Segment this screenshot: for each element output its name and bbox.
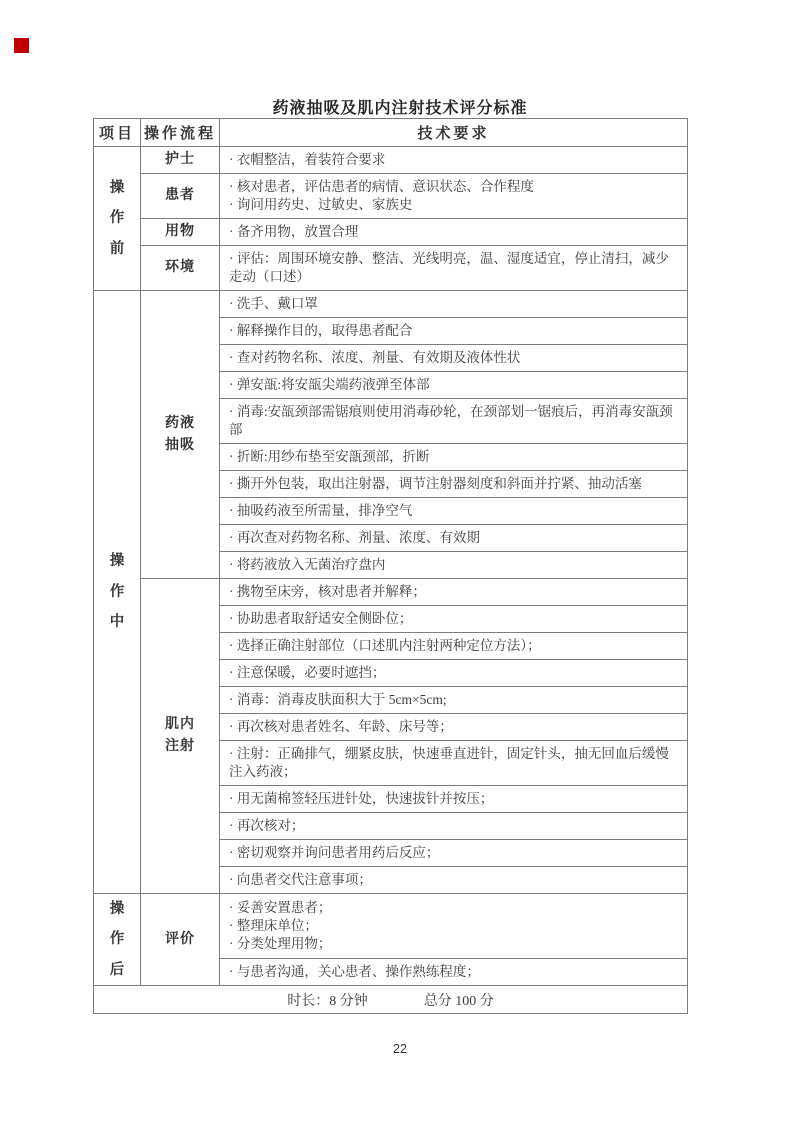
process-label: 患者	[165, 188, 195, 204]
requirement-line: · 选择正确注射部位（口述肌内注射两种定位方法）；	[229, 638, 541, 653]
requirement-line: · 携物至床旁，核对患者并解释；	[229, 584, 426, 599]
page-number: 22	[393, 1042, 407, 1056]
table-row	[94, 147, 688, 174]
duration-label: 时长：8 分钟	[287, 993, 368, 1009]
requirement-line: · 与患者沟通，关心患者、操作熟练程度；	[229, 963, 480, 979]
requirement-cell	[220, 813, 688, 840]
requirement-cell	[220, 867, 688, 894]
requirement-line: · 再次核对；	[229, 818, 305, 833]
requirement-line: · 解释操作目的，取得患者配合	[229, 323, 413, 338]
requirement-line: · 注射：正确排气，绷紧皮肤，快速垂直进针，固定针头，抽无回血后缓慢注入药液；	[229, 746, 669, 779]
stage-label: 操作前	[109, 179, 125, 257]
requirement-line: · 核对患者，评估患者的病情、意识状态、合作程度	[229, 179, 534, 194]
requirement-cell	[220, 345, 688, 372]
table-row	[94, 894, 688, 959]
process-label: 环境	[165, 260, 195, 276]
requirement-cell	[220, 246, 688, 291]
stage-cell	[94, 147, 141, 291]
process-cell	[141, 219, 220, 246]
process-cell	[141, 894, 220, 986]
process-label: 评价	[165, 931, 195, 947]
requirement-cell	[220, 219, 688, 246]
table-row	[94, 219, 688, 246]
requirement-line: · 密切观察并询问患者用药后反应；	[229, 845, 440, 860]
requirement-cell	[220, 372, 688, 399]
process-cell	[141, 147, 220, 174]
requirement-line: · 妥善安置患者；	[229, 899, 332, 915]
requirement-cell	[220, 633, 688, 660]
requirement-line: · 询问用药史、过敏史、家族史	[229, 197, 413, 212]
header-row	[94, 119, 688, 147]
requirement-line: · 分类处理用物；	[229, 935, 332, 951]
requirement-line: · 注意保暖，必要时遮挡；	[229, 665, 386, 680]
requirement-line: · 折断:用纱布垫至安瓿颈部，折断	[229, 449, 430, 464]
stage-cell	[94, 894, 141, 986]
stage-cell	[94, 291, 141, 894]
requirement-cell	[220, 399, 688, 444]
col-header-requirement: 技术要求	[220, 119, 688, 147]
stage-label: 操作中	[109, 553, 125, 631]
requirement-line: · 备齐用物，放置合理	[229, 224, 359, 239]
requirement-cell	[220, 552, 688, 579]
requirement-line: · 再次查对药物名称、剂量、浓度、有效期	[229, 530, 480, 545]
requirement-cell	[220, 840, 688, 867]
requirement-cell	[220, 660, 688, 687]
requirement-cell	[220, 687, 688, 714]
score-table-body	[94, 147, 688, 986]
requirement-cell	[220, 444, 688, 471]
requirement-line: · 协助患者取舒适安全侧卧位；	[229, 611, 413, 626]
table-row	[94, 291, 688, 318]
requirement-line: · 衣帽整洁，着装符合要求	[229, 152, 386, 167]
requirement-cell	[220, 174, 688, 219]
process-cell	[141, 291, 220, 579]
score-table	[93, 118, 688, 1014]
requirement-line: · 洗手、戴口罩	[229, 296, 318, 311]
table-row	[94, 246, 688, 291]
requirement-line: · 整理床单位；	[229, 917, 318, 933]
requirement-line: · 查对药物名称、浓度、剂量、有效期及液体性状	[229, 350, 521, 365]
requirement-cell	[220, 606, 688, 633]
requirement-cell	[220, 741, 688, 786]
summary-cell	[94, 986, 688, 1014]
col-header-item: 项目	[94, 119, 141, 147]
process-cell	[141, 246, 220, 291]
stage-label: 操作后	[109, 901, 125, 978]
document-title: 药液抽吸及肌内注射技术评分标准	[272, 100, 528, 117]
process-label: 肌内注射	[164, 717, 195, 754]
requirement-cell	[220, 958, 688, 986]
col-header-process: 操作流程	[141, 119, 220, 147]
process-label: 药液抽吸	[164, 415, 195, 453]
requirement-cell	[220, 318, 688, 345]
total-score-label: 总分 100 分	[423, 993, 494, 1009]
requirement-line: · 将药液放入无菌治疗盘内	[229, 557, 386, 572]
requirement-line: · 向患者交代注意事项；	[229, 872, 372, 887]
process-cell	[141, 579, 220, 894]
requirement-cell	[220, 579, 688, 606]
requirement-cell	[220, 786, 688, 813]
table-row	[94, 579, 688, 606]
requirement-cell	[220, 471, 688, 498]
process-label: 护士	[165, 152, 195, 168]
requirement-line: · 消毒:安瓿颈部需锯痕则使用消毒砂轮，在颈部划一锯痕后，再消毒安瓿颈部	[229, 404, 673, 437]
requirement-line: · 弹安瓿:将安瓿尖端药液弹至体部	[229, 377, 430, 392]
requirement-cell	[220, 894, 688, 959]
requirement-cell	[220, 525, 688, 552]
requirement-cell	[220, 714, 688, 741]
requirement-cell	[220, 291, 688, 318]
requirement-line: · 抽吸药液至所需量，排净空气	[229, 503, 413, 518]
process-label: 用物	[165, 224, 195, 240]
requirement-cell	[220, 147, 688, 174]
process-cell	[141, 174, 220, 219]
revision-marker	[14, 38, 29, 53]
requirement-line: · 再次核对患者姓名、年龄、床号等；	[229, 719, 453, 734]
table-row	[94, 174, 688, 219]
requirement-line: · 撕开外包装，取出注射器，调节注射器刻度和斜面并拧紧、抽动活塞	[229, 476, 642, 491]
requirement-line: · 消毒：消毒皮肤面积大于 5cm×5cm;	[229, 692, 447, 707]
requirement-cell	[220, 498, 688, 525]
summary-row	[94, 986, 688, 1014]
requirement-line: · 评估：周围环境安静、整洁、光线明亮，温、湿度适宜，停止清扫，减少走动（口述）	[229, 251, 669, 284]
requirement-line: · 用无菌棉签轻压进针处，快速拔针并按压；	[229, 791, 494, 806]
